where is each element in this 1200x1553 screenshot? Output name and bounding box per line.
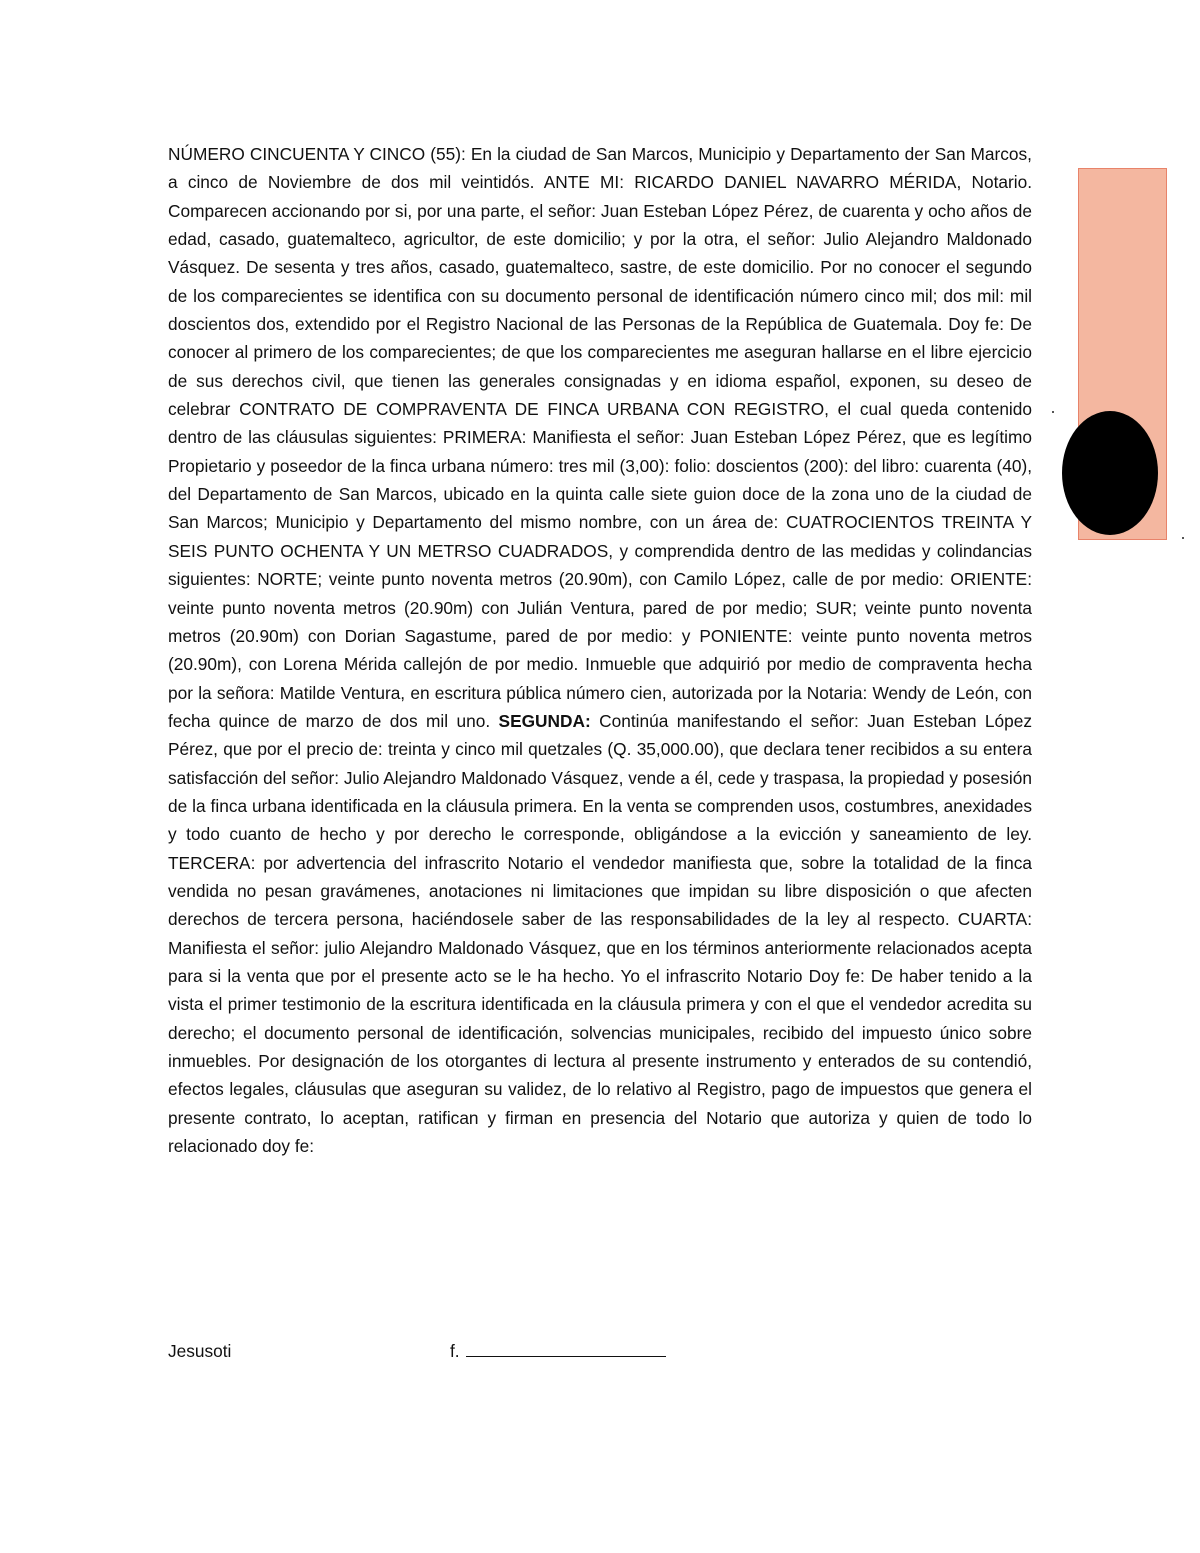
footer-author-name: Jesusoti bbox=[168, 1341, 232, 1361]
decorative-dot bbox=[1182, 537, 1184, 539]
signature-prefix: f. bbox=[450, 1341, 460, 1361]
deed-body-text bbox=[168, 140, 1032, 1160]
decorative-black-circle bbox=[1062, 411, 1158, 535]
clause-segunda-heading: SEGUNDA: bbox=[498, 710, 591, 731]
deed-paragraph-part-2: Continúa manifestando el señor: Juan Esteban López Pérez, que por el precio de: treinta y cinco mil quetzales (Q. 35,000.00), que declara tener recibidos a su entera satisfacción del señor: Julio Alejandro Maldonado Vásquez, vende a él, cede y traspasa, la propiedad y posesión de la finca urbana identificada en la cláusula primera. En la venta se comprenden usos, costumbres, anexidades y todo cuanto de hecho y por derecho le corresponde, obligándose a la evicción y saneamiento de ley. TERCERA: por advertencia del infrascrito Notario el vendedor manifiesta que, sobre la totalidad de la finca vendida no pesan gravámenes, anotaciones ni limitaciones que impidan su libre disposición o que afecten derechos de tercera persona, haciéndosele saber de las responsabilidades de la ley al respecto. CUARTA: Manifiesta el señor: julio Alejandro Maldonado Vásquez, que en los términos anteriormente relacionados acepta para si la venta que por el presente acto se le ha hecho. Yo el infrascrito Notario Doy fe: De haber tenido a la vista el primer testimonio de la escritura identificada en la cláusula primera y con el que el vendedor acredita su derecho; el documento personal de identificación, solvencias municipales, recibido del impuesto único sobre inmuebles. Por designación de los otorgantes di lectura al presente instrumento y enterados de su contendió, efectos legales, cláusulas que aseguran su validez, de lo relativo al Registro, pago de impuestos que genera el presente contrato, lo aceptan, ratifican y firman en presencia del Notario que autoriza y quien de todo lo relacionado doy fe: bbox=[168, 710, 1032, 1157]
signature-block bbox=[450, 1337, 666, 1365]
signature-line bbox=[466, 1338, 666, 1357]
deed-paragraph-part-1: NÚMERO CINCUENTA Y CINCO (55): En la ciudad de San Marcos, Municipio y Departamento der San Marcos, a cinco de Noviembre de dos mil veintidós. ANTE MI: RICARDO DANIEL NAVARRO MÉRIDA, Notario. Comparecen accionando por si, por una parte, el señor: Juan Esteban López Pérez, de cuarenta y ocho años de edad, casado, guatemalteco, agricultor, de este domicilio; y por la otra, el señor: Julio Alejandro Maldonado Vásquez. De sesenta y tres años, casado, guatemalteco, sastre, de este domicilio. Por no conocer el segundo de los comparecientes se identifica con su documento personal de identificación número cinco mil; dos mil: mil doscientos dos, extendido por el Registro Nacional de las Personas de la República de Guatemala. Doy fe: De conocer al primero de los comparecientes; de que los comparecientes me aseguran hallarse en el libre ejercicio de sus derechos civil, que tienen las generales consignadas y en idioma español, exponen, su deseo de celebrar CONTRATO DE COMPRAVENTA DE FINCA URBANA CON REGISTRO, el cual queda contenido dentro de las cláusulas siguientes: PRIMERA: Manifiesta el señor: Juan Esteban López Pérez, que es legítimo Propietario y poseedor de la finca urbana número: tres mil (3,00): folio: doscientos (200): del libro: cuarenta (40), del Departamento de San Marcos, ubicado en la quinta calle siete guion doce de la zona uno de la ciudad de San Marcos; Municipio y Departamento del mismo nombre, con un área de: CUATROCIENTOS TREINTA Y SEIS PUNTO OCHENTA Y UN METRSO CUADRADOS, y comprendida dentro de las medidas y colindancias siguientes: NORTE; veinte punto noventa metros (20.90m), con Camilo López, calle de por medio: ORIENTE: veinte punto noventa metros (20.90m) con Julián Ventura, pared de por medio; SUR; veinte punto noventa metros (20.90m) con Dorian Sagastume, pared de por medio: y PONIENTE: veinte punto noventa metros (20.90m), con Lorena Mérida callejón de por medio. Inmueble que adquirió por medio de compraventa hecha por la señora: Matilde Ventura, en escritura pública número cien, autorizada por la Notaria: Wendy de León, con fecha quince de marzo de dos mil uno. bbox=[168, 144, 1032, 731]
decorative-dot bbox=[1052, 411, 1054, 413]
